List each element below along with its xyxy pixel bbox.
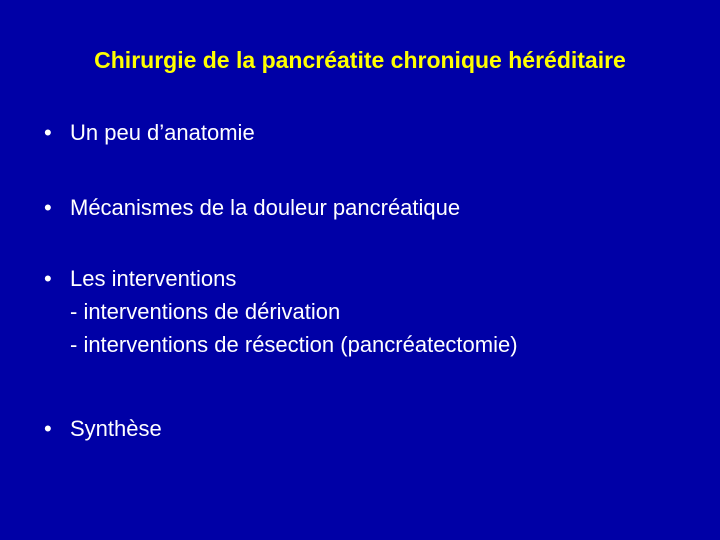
bullet-text: Un peu d’anatomie [70,120,255,145]
bullet-text: Synthèse [70,416,162,441]
bullet-text: Les interventions [70,266,237,291]
sub-item-derivation: - interventions de dérivation [70,299,341,324]
bullet-dot-icon: • [44,266,52,291]
bullet-dot-icon: • [44,195,52,220]
slide-title: Chirurgie de la pancréatite chronique héréditaire [94,47,626,73]
sub-item-resection: - interventions de résection (pancréatectomie) [70,332,518,357]
bullet-dot-icon: • [44,416,52,441]
bullet-dot-icon: • [44,120,52,145]
bullet-text: Mécanismes de la douleur pancréatique [70,195,461,220]
bullet-text-group [70,262,518,361]
